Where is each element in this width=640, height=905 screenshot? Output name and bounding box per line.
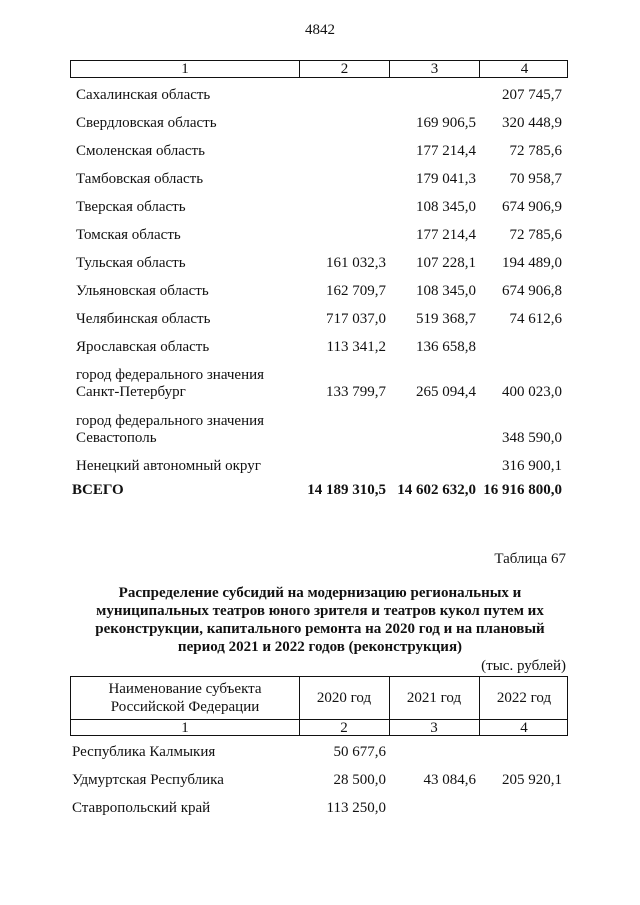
row-name: Республика Калмыкия	[72, 744, 216, 760]
row-value-2020: 28 500,0	[333, 772, 386, 788]
header-line: Российской Федерации	[110, 699, 260, 715]
total-value-2021: 14 602 632,0	[397, 482, 476, 498]
row-value-2022: 400 023,0	[502, 384, 562, 400]
row-value-2021: 136 658,8	[416, 339, 476, 355]
row-name: Тверская область	[76, 199, 186, 215]
row-value-2021: 43 084,6	[423, 772, 476, 788]
row-value-2022: 316 900,1	[502, 458, 562, 474]
second-table-header	[70, 676, 568, 736]
row-name-line-1: город федерального значения	[76, 413, 265, 429]
row-name: Сахалинская область	[76, 87, 211, 103]
row-name-line-1: город федерального значения	[76, 367, 265, 383]
row-value-2021: 177 214,4	[416, 143, 476, 159]
row-value-2022: 205 920,1	[502, 772, 562, 788]
col-num-4: 4	[520, 720, 528, 736]
row-name-line-2: Севастополь	[76, 430, 157, 446]
row-name: Ставропольский край	[72, 800, 211, 816]
row-value-2022: 70 958,7	[509, 171, 562, 187]
row-value-2022: 194 489,0	[502, 255, 562, 271]
col-num-3: 3	[430, 720, 438, 736]
row-value-2021: 177 214,4	[416, 227, 476, 243]
col-2021-header: 2021 год	[406, 690, 462, 706]
row-name: Тамбовская область	[76, 171, 204, 187]
row-name: Челябинская область	[76, 311, 211, 327]
row-value-2021: 169 906,5	[416, 115, 476, 131]
row-value-2022: 72 785,6	[509, 227, 562, 243]
row-value-2021: 519 368,7	[416, 311, 476, 327]
total-value-2022: 16 916 800,0	[483, 482, 562, 498]
row-value-2022: 348 590,0	[502, 430, 562, 446]
row-value-2020: 133 799,7	[326, 384, 386, 400]
title-line: реконструкции, капитального ремонта на 2020 год и на плановый	[95, 621, 545, 637]
row-value-2022: 674 906,8	[502, 283, 562, 299]
row-name-line-2: Санкт-Петербург	[76, 384, 186, 400]
top-table-header	[70, 60, 568, 78]
row-value-2021: 108 345,0	[416, 283, 476, 299]
row-value-2020: 113 250,0	[326, 800, 386, 816]
row-value-2022: 320 448,9	[502, 115, 562, 131]
row-name: Томская область	[76, 227, 181, 243]
row-value-2021: 107 228,1	[416, 255, 476, 271]
row-name: Ненецкий автономный округ	[76, 458, 261, 474]
row-value-2022: 74 612,6	[509, 311, 562, 327]
row-name: Свердловская область	[76, 115, 217, 131]
total-value-2020: 14 189 310,5	[307, 482, 386, 498]
col-2-header: 2	[299, 61, 389, 77]
row-value-2021: 179 041,3	[416, 171, 476, 187]
row-name: Ярославская область	[76, 339, 210, 355]
title-line: период 2021 и 2022 годов (реконструкция)	[177, 639, 463, 655]
row-value-2022: 207 745,7	[502, 87, 562, 103]
row-value-2020: 50 677,6	[333, 744, 386, 760]
col-1-header: 1	[181, 61, 189, 77]
col-num-2: 2	[340, 720, 348, 736]
col-num-1: 1	[181, 720, 189, 736]
name-column-header	[71, 680, 299, 716]
row-name: Смоленская область	[76, 143, 205, 159]
row-value-2022: 674 906,9	[502, 199, 562, 215]
col-4-header: 4	[479, 61, 569, 77]
total-label: ВСЕГО	[72, 482, 124, 498]
row-value-2021: 108 345,0	[416, 199, 476, 215]
page-number: 4842	[305, 22, 335, 38]
row-name: Удмуртская Республика	[72, 772, 224, 788]
units-note: (тыс. рублей)	[481, 658, 566, 674]
row-value-2022: 72 785,6	[509, 143, 562, 159]
table-label: Таблица 67	[494, 551, 566, 567]
table-title	[90, 584, 550, 656]
row-value-2020: 162 709,7	[326, 283, 386, 299]
row-value-2021: 265 094,4	[416, 384, 476, 400]
col-3-header: 3	[389, 61, 479, 77]
row-name: Тульская область	[76, 255, 186, 271]
title-line: муниципальных театров юного зрителя и театров кукол путем их	[96, 603, 544, 619]
row-value-2020: 113 341,2	[326, 339, 386, 355]
title-line: Распределение субсидий на модернизацию региональных и	[118, 585, 522, 601]
row-value-2020: 161 032,3	[326, 255, 386, 271]
header-line: Наименование субъекта	[108, 681, 262, 697]
row-value-2020: 717 037,0	[326, 311, 386, 327]
col-2022-header: 2022 год	[496, 690, 552, 706]
row-name: Ульяновская область	[76, 283, 209, 299]
col-2020-header: 2020 год	[316, 690, 372, 706]
